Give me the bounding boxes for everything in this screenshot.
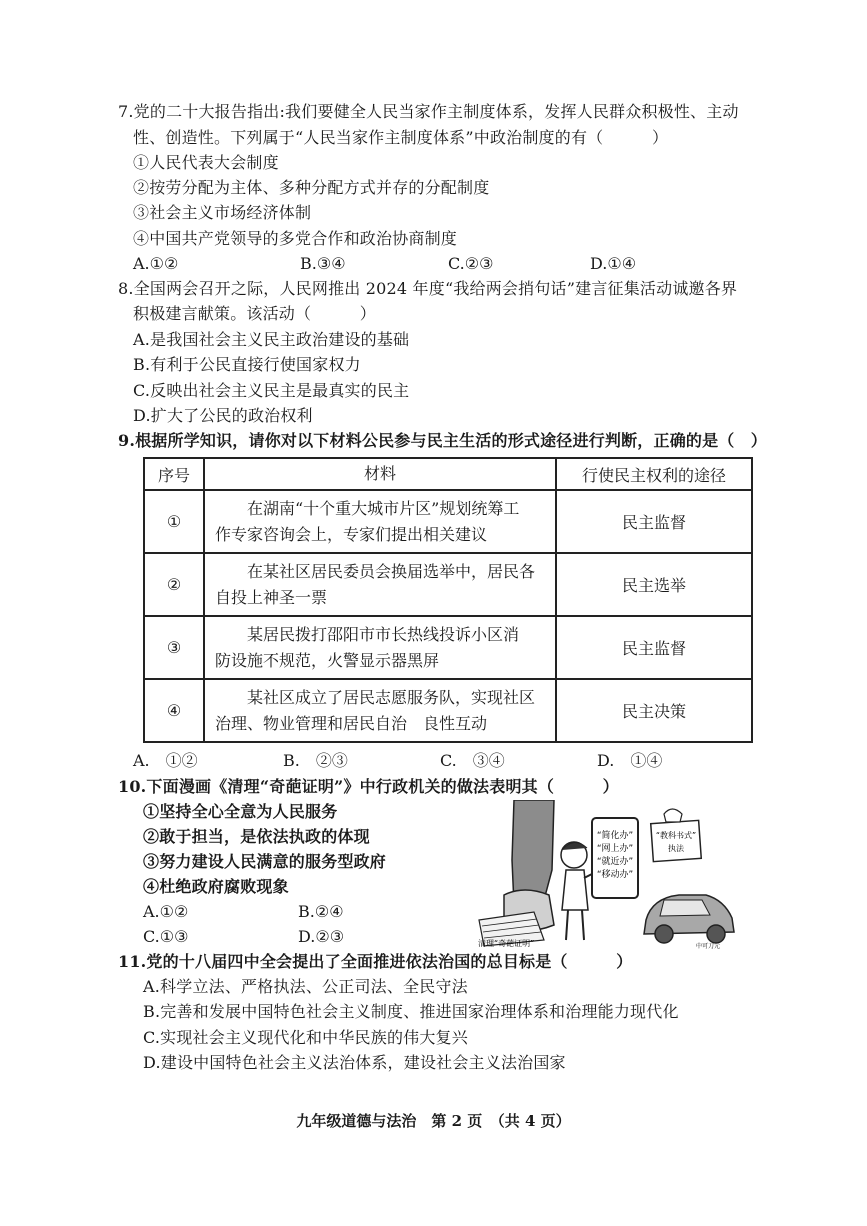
row-material-line-2: 作专家咨询会上，专家们提出相关建议 — [215, 524, 488, 544]
q7-item-3: ③社会主义市场经济体制 — [133, 203, 312, 222]
row-way: 民主监督 — [556, 616, 752, 679]
row-number: ① — [144, 490, 204, 553]
car-wheel-shape — [655, 925, 673, 943]
q9-option-c: C. ③④ — [440, 751, 505, 770]
q7-option-a: A.①② — [133, 254, 179, 273]
row-material — [204, 616, 556, 679]
q8-stem-line-1: 8.全国两会召开之际，人民网推出 2024 年度“我给两会捎句话”建言征集活动诚邀各界 — [118, 279, 738, 298]
q11-option-b: B.完善和发展中国特色社会主义制度、推进国家治理体系和治理能力现代化 — [143, 1002, 679, 1021]
row-material — [204, 553, 556, 616]
q10-option-b: B.②④ — [298, 902, 344, 921]
row-material-line-1: 某社区成立了居民志愿服务队，实现社区 — [247, 687, 536, 707]
q8-option-c: C.反映出社会主义民主是最真实的民主 — [133, 381, 410, 400]
q10-stem: 10.下面漫画《清理“奇葩证明”》中行政机关的做法表明其（ ） — [118, 777, 619, 796]
board-line-1: “简化办” — [596, 831, 634, 841]
row-way: 民主监督 — [556, 490, 752, 553]
q8-option-b: B.有利于公民直接行使国家权力 — [133, 355, 361, 374]
q10-item-4: ④杜绝政府腐败现象 — [143, 877, 289, 896]
car-wheel-shape — [707, 925, 725, 943]
q8-option-a: A.是我国社会主义民主政治建设的基础 — [133, 330, 410, 349]
person-body-shape — [562, 870, 588, 910]
table-row — [144, 553, 752, 616]
q11-option-c: C.实现社会主义现代化和中华民族的伟大复兴 — [143, 1028, 468, 1047]
row-number: ③ — [144, 616, 204, 679]
row-number: ④ — [144, 679, 204, 742]
q9-option-b: B. ②③ — [283, 751, 348, 770]
cartoon-image — [474, 800, 742, 950]
q10-item-1: ①坚持全心全意为人民服务 — [143, 802, 338, 821]
table-row — [144, 616, 752, 679]
q7-item-4: ④中国共产党领导的多党合作和政治协商制度 — [133, 229, 458, 248]
q11-stem: 11.党的十八届四中全会提出了全面推进依法治国的总目标是（ ） — [118, 952, 633, 971]
q7-option-b: B.③④ — [300, 254, 346, 273]
q10-option-c: C.①③ — [143, 927, 189, 946]
row-way: 民主决策 — [556, 679, 752, 742]
row-way: 民主选举 — [556, 553, 752, 616]
table-row — [144, 490, 752, 553]
board-line-3: “就近办” — [596, 857, 634, 867]
q10-option-d: D.②③ — [298, 927, 345, 946]
table-header-material: 材料 — [204, 458, 556, 490]
q10-item-2: ②敢于担当，是依法执政的体现 — [143, 827, 370, 846]
q8-stem-line-2: 积极建言献策。该活动（ ） — [133, 304, 377, 323]
giant-sleeve-shape — [512, 800, 554, 905]
cartoon-caption: 清理“奇葩证明” — [478, 939, 535, 948]
table-header-way: 行使民主权利的途径 — [556, 458, 752, 490]
sign-line-1: “教科书式” — [655, 831, 697, 840]
sign-line-2: 执法 — [668, 844, 684, 853]
q9-option-a: A. ①② — [133, 751, 198, 770]
q7-option-c: C.②③ — [448, 254, 494, 273]
q10-option-a: A.①② — [143, 902, 189, 921]
q10-item-3: ③努力建设人民满意的服务型政府 — [143, 852, 387, 871]
board-line-4: “移动办” — [596, 870, 634, 880]
page-footer: 九年级道德与法治 第 2 页 （共 4 页） — [296, 1112, 571, 1130]
sign-board-shape — [651, 820, 702, 861]
row-material — [204, 490, 556, 553]
q7-option-d: D.①④ — [590, 254, 637, 273]
q7-item-2: ②按劳分配为主体、多种分配方式并存的分配制度 — [133, 178, 490, 197]
q7-stem-line-1: 7.党的二十大报告指出:我们要健全人民当家作主制度体系，发挥人民群众积极性、主动 — [118, 102, 739, 121]
q11-option-a: A.科学立法、严格执法、公正司法、全民守法 — [143, 977, 468, 996]
q7-item-1: ①人民代表大会制度 — [133, 153, 279, 172]
row-material-line-2: 防设施不规范，火警显示器黑屏 — [215, 650, 440, 670]
q9-table — [143, 457, 753, 743]
q8-option-d: D.扩大了公民的政治权利 — [133, 406, 313, 425]
row-material-line-2: 治理、物业管理和居民自治 良性互动 — [215, 713, 488, 733]
q9-option-d: D. ①④ — [597, 751, 663, 770]
row-material-line-1: 在某社区居民委员会换届选举中，居民各 — [247, 561, 536, 581]
board-line-2: “网上办” — [596, 844, 634, 854]
row-material-line-1: 在湖南“十个重大城市片区”规划统筹工 — [247, 498, 520, 518]
q11-option-d: D.建设中国特色社会主义法治体系，建设社会主义法治国家 — [143, 1053, 566, 1072]
table-header-no: 序号 — [144, 458, 204, 490]
q9-stem: 9.根据所学知识，请你对以下材料公民参与民主生活的形式途径进行判断，正确的是（ ） — [118, 431, 767, 450]
row-material-line-2: 自投上神圣一票 — [215, 587, 328, 607]
q7-stem-line-2: 性、创造性。下列属于“人民当家作主制度体系”中政治制度的有（ ） — [133, 128, 669, 147]
table-header-row — [144, 458, 752, 490]
table-row — [144, 679, 752, 742]
row-material — [204, 679, 556, 742]
row-material-line-1: 某居民拨打邵阳市市长热线投诉小区消 — [247, 624, 520, 644]
cartoon-credit: 中可刀元 — [696, 943, 721, 950]
row-number: ② — [144, 553, 204, 616]
